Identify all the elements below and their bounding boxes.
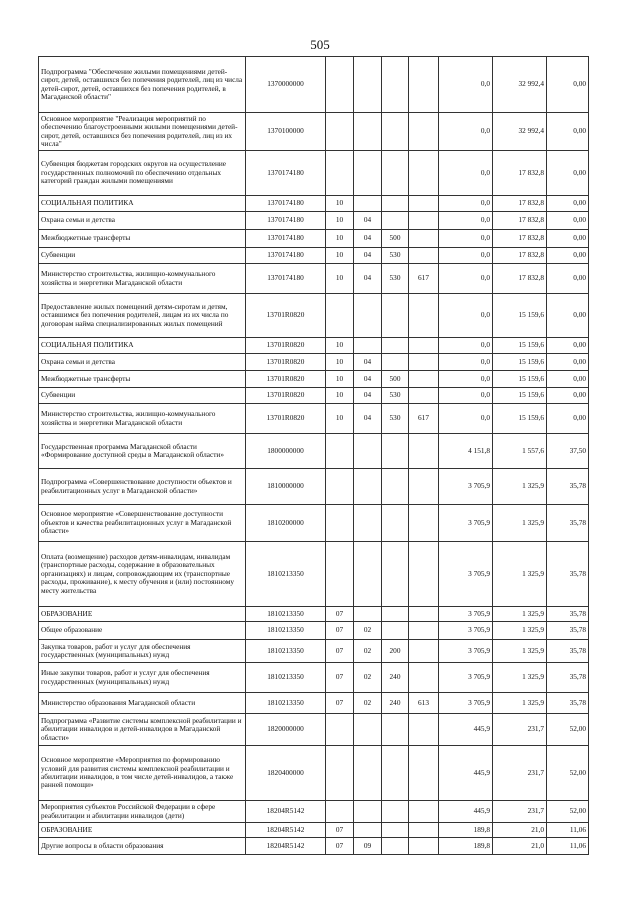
cell-sec [326, 57, 354, 113]
cell-sub [354, 338, 382, 354]
cell-b: 1 325,9 [493, 622, 547, 640]
cell-sub: 04 [354, 264, 382, 294]
cell-c: 52,00 [547, 746, 589, 801]
cell-sub [354, 607, 382, 622]
table-row [39, 354, 589, 371]
cell-c: 0,00 [547, 248, 589, 264]
cell-sec: 10 [326, 404, 354, 434]
table-row [39, 469, 589, 505]
cell-sub [354, 294, 382, 338]
cell-name: Закупка товаров, работ и услуг для обеспечения государственных (муниципальных) нужд [39, 640, 246, 663]
cell-type [382, 212, 409, 230]
cell-gr: 613 [409, 693, 439, 714]
cell-gr [409, 196, 439, 212]
cell-sec [326, 294, 354, 338]
cell-c: 0,00 [547, 151, 589, 196]
cell-c: 35,78 [547, 505, 589, 542]
cell-type: 530 [382, 404, 409, 434]
cell-c: 0,00 [547, 212, 589, 230]
cell-sub: 04 [354, 248, 382, 264]
cell-type: 500 [382, 230, 409, 248]
cell-code: 18204R5142 [246, 823, 326, 838]
cell-c: 0,00 [547, 388, 589, 404]
cell-name: Основное мероприятие «Совершенствование доступности объектов и качества реабилитационных услуг в Магаданской области» [39, 505, 246, 542]
cell-gr [409, 823, 439, 838]
cell-a: 0,0 [439, 294, 493, 338]
cell-c: 0,00 [547, 113, 589, 151]
cell-b: 1 325,9 [493, 640, 547, 663]
cell-sub [354, 434, 382, 469]
table-row [39, 230, 589, 248]
cell-type: 200 [382, 640, 409, 663]
cell-a: 0,0 [439, 404, 493, 434]
cell-a: 445,9 [439, 801, 493, 823]
cell-b: 231,7 [493, 746, 547, 801]
cell-name: Общее образование [39, 622, 246, 640]
cell-sec: 07 [326, 607, 354, 622]
cell-sec: 10 [326, 264, 354, 294]
cell-gr [409, 469, 439, 505]
cell-type [382, 801, 409, 823]
cell-sec: 07 [326, 663, 354, 693]
cell-a: 0,0 [439, 248, 493, 264]
cell-gr [409, 113, 439, 151]
cell-c: 35,78 [547, 693, 589, 714]
cell-code: 1820000000 [246, 714, 326, 746]
cell-name: Оплата (возмещение) расходов детям-инвалидам, инвалидам (транспортные расходы, содержание в образовательных организациях) и лицам, сопровождающим их (транспортные расходы, проживание), к месту обучения и (или) постоянному месту жительства [39, 542, 246, 607]
cell-gr [409, 505, 439, 542]
cell-sec: 07 [326, 823, 354, 838]
cell-sec [326, 434, 354, 469]
cell-sub: 04 [354, 230, 382, 248]
cell-sub [354, 542, 382, 607]
cell-type [382, 113, 409, 151]
cell-type: 240 [382, 693, 409, 714]
cell-name: СОЦИАЛЬНАЯ ПОЛИТИКА [39, 338, 246, 354]
cell-sec: 07 [326, 640, 354, 663]
cell-sub [354, 505, 382, 542]
cell-b: 32 992,4 [493, 113, 547, 151]
cell-c: 35,78 [547, 663, 589, 693]
cell-type [382, 823, 409, 838]
cell-gr [409, 434, 439, 469]
cell-c: 52,00 [547, 714, 589, 746]
cell-sec [326, 151, 354, 196]
cell-gr [409, 371, 439, 388]
table-row [39, 640, 589, 663]
cell-sub: 04 [354, 371, 382, 388]
cell-sub: 02 [354, 693, 382, 714]
cell-code: 1810000000 [246, 469, 326, 505]
cell-type [382, 338, 409, 354]
cell-name: Межбюджетные трансферты [39, 371, 246, 388]
cell-gr [409, 663, 439, 693]
cell-a: 0,0 [439, 338, 493, 354]
cell-sec: 10 [326, 338, 354, 354]
table-row [39, 542, 589, 607]
cell-b: 1 325,9 [493, 542, 547, 607]
cell-sec: 10 [326, 388, 354, 404]
table-row [39, 838, 589, 855]
cell-gr [409, 388, 439, 404]
cell-name: Субвенции [39, 248, 246, 264]
cell-sec: 07 [326, 693, 354, 714]
cell-gr [409, 248, 439, 264]
cell-code: 1820400000 [246, 746, 326, 801]
cell-c: 0,00 [547, 230, 589, 248]
cell-gr [409, 151, 439, 196]
cell-c: 0,00 [547, 294, 589, 338]
cell-c: 0,00 [547, 404, 589, 434]
cell-a: 0,0 [439, 151, 493, 196]
cell-a: 3 705,9 [439, 469, 493, 505]
cell-name: Государственная программа Магаданской области «Формирование доступной среды в Магаданской области» [39, 434, 246, 469]
cell-name: Субвенция бюджетам городских округов на осуществление государственных полномочий по обеспечению отдельных категорий граждан жилыми помещениями [39, 151, 246, 196]
cell-name: Основное мероприятие «Мероприятия по формированию условий для развития системы комплексной реабилитации и абилитации инвалидов, в том числе детей-инвалидов, а также ранней помощи» [39, 746, 246, 801]
table-row [39, 693, 589, 714]
cell-gr [409, 607, 439, 622]
cell-code: 1370174180 [246, 196, 326, 212]
cell-code: 13701R0820 [246, 338, 326, 354]
cell-c: 0,00 [547, 371, 589, 388]
cell-code: 1810200000 [246, 505, 326, 542]
cell-code: 1370174180 [246, 248, 326, 264]
cell-b: 1 325,9 [493, 607, 547, 622]
cell-name: Межбюджетные трансферты [39, 230, 246, 248]
cell-a: 0,0 [439, 212, 493, 230]
cell-a: 0,0 [439, 113, 493, 151]
table-row [39, 57, 589, 113]
cell-type: 530 [382, 248, 409, 264]
cell-a: 3 705,9 [439, 693, 493, 714]
cell-c: 0,00 [547, 196, 589, 212]
cell-sec [326, 113, 354, 151]
cell-b: 21,0 [493, 823, 547, 838]
cell-sub: 02 [354, 622, 382, 640]
cell-sec: 10 [326, 248, 354, 264]
cell-type [382, 607, 409, 622]
table-row [39, 264, 589, 294]
cell-a: 3 705,9 [439, 542, 493, 607]
cell-a: 445,9 [439, 714, 493, 746]
page-number: 505 [310, 37, 330, 52]
cell-sec [326, 746, 354, 801]
cell-type [382, 57, 409, 113]
cell-name: Предоставление жилых помещений детям-сиротам и детям, оставшимся без попечения родителей, лицам из их числа по договорам найма специализированных жилых помещений [39, 294, 246, 338]
cell-type [382, 469, 409, 505]
cell-type [382, 434, 409, 469]
cell-code: 1370100000 [246, 113, 326, 151]
cell-code: 1810213350 [246, 693, 326, 714]
cell-b: 17 832,8 [493, 248, 547, 264]
cell-gr [409, 714, 439, 746]
cell-name: Субвенции [39, 388, 246, 404]
cell-code: 13701R0820 [246, 354, 326, 371]
cell-sub [354, 714, 382, 746]
cell-a: 0,0 [439, 354, 493, 371]
cell-code: 1810213350 [246, 607, 326, 622]
cell-code: 1810213350 [246, 640, 326, 663]
cell-c: 52,00 [547, 801, 589, 823]
cell-name: Охрана семьи и детства [39, 212, 246, 230]
cell-name: Подпрограмма "Обеспечение жилыми помещениями детей-сирот, детей, оставшихся без попечения родителей, лиц из числа детей-сирот, детей, оставшихся без попечения родителей, в Магаданской области" [39, 57, 246, 113]
cell-b: 1 325,9 [493, 663, 547, 693]
cell-type: 530 [382, 388, 409, 404]
cell-a: 0,0 [439, 196, 493, 212]
cell-name: Другие вопросы в области образования [39, 838, 246, 855]
cell-b: 231,7 [493, 714, 547, 746]
cell-b: 1 325,9 [493, 693, 547, 714]
cell-type [382, 746, 409, 801]
cell-b: 17 832,8 [493, 212, 547, 230]
cell-name: Подпрограмма «Развитие системы комплексной реабилитации и абилитации инвалидов и детей-инвалидов в Магаданской области» [39, 714, 246, 746]
cell-b: 15 159,6 [493, 388, 547, 404]
cell-b: 17 832,8 [493, 230, 547, 248]
table-row [39, 212, 589, 230]
cell-gr [409, 354, 439, 371]
table-row [39, 434, 589, 469]
cell-type: 530 [382, 264, 409, 294]
cell-c: 0,00 [547, 354, 589, 371]
cell-sec: 07 [326, 838, 354, 855]
cell-sec: 10 [326, 230, 354, 248]
cell-b: 32 992,4 [493, 57, 547, 113]
cell-sec [326, 714, 354, 746]
cell-sub [354, 801, 382, 823]
cell-c: 0,00 [547, 338, 589, 354]
cell-a: 0,0 [439, 371, 493, 388]
cell-sub: 04 [354, 212, 382, 230]
cell-sub [354, 469, 382, 505]
cell-sub [354, 151, 382, 196]
cell-gr: 617 [409, 404, 439, 434]
cell-a: 0,0 [439, 264, 493, 294]
cell-sub [354, 746, 382, 801]
cell-sub [354, 823, 382, 838]
cell-code: 1370174180 [246, 151, 326, 196]
table-row [39, 801, 589, 823]
table-row [39, 714, 589, 746]
cell-code: 1810213350 [246, 542, 326, 607]
cell-c: 37,50 [547, 434, 589, 469]
cell-a: 3 705,9 [439, 663, 493, 693]
cell-type [382, 196, 409, 212]
cell-c: 0,00 [547, 264, 589, 294]
cell-name: ОБРАЗОВАНИЕ [39, 823, 246, 838]
cell-sub [354, 196, 382, 212]
cell-b: 1 325,9 [493, 505, 547, 542]
cell-sub: 02 [354, 663, 382, 693]
cell-c: 35,78 [547, 542, 589, 607]
cell-b: 17 832,8 [493, 264, 547, 294]
cell-name: ОБРАЗОВАНИЕ [39, 607, 246, 622]
cell-type [382, 622, 409, 640]
cell-name: Иные закупки товаров, работ и услуг для обеспечения государственных (муниципальных) нужд [39, 663, 246, 693]
cell-b: 15 159,6 [493, 404, 547, 434]
cell-sub [354, 113, 382, 151]
cell-code: 13701R0820 [246, 388, 326, 404]
table-row [39, 151, 589, 196]
cell-a: 3 705,9 [439, 640, 493, 663]
cell-name: Министерство строительства, жилищно-коммунального хозяйства и энергетики Магаданской области [39, 264, 246, 294]
cell-c: 35,78 [547, 607, 589, 622]
cell-c: 35,78 [547, 469, 589, 505]
cell-c: 11,06 [547, 823, 589, 838]
cell-b: 1 325,9 [493, 469, 547, 505]
cell-name: Мероприятия субъектов Российской Федерации в сфере реабилитации и абилитации инвалидов (дети) [39, 801, 246, 823]
cell-type [382, 151, 409, 196]
cell-gr [409, 212, 439, 230]
cell-b: 21,0 [493, 838, 547, 855]
cell-sec: 07 [326, 622, 354, 640]
cell-sec: 10 [326, 196, 354, 212]
cell-sub: 04 [354, 354, 382, 371]
cell-gr [409, 746, 439, 801]
budget-table [38, 56, 589, 855]
cell-a: 0,0 [439, 57, 493, 113]
cell-b: 15 159,6 [493, 371, 547, 388]
cell-name: Охрана семьи и детства [39, 354, 246, 371]
cell-code: 13701R0820 [246, 404, 326, 434]
cell-code: 13701R0820 [246, 371, 326, 388]
cell-code: 18204R5142 [246, 838, 326, 855]
cell-gr [409, 542, 439, 607]
cell-code: 13701R0820 [246, 294, 326, 338]
cell-b: 15 159,6 [493, 338, 547, 354]
cell-b: 15 159,6 [493, 294, 547, 338]
cell-code: 18204R5142 [246, 801, 326, 823]
cell-b: 1 557,6 [493, 434, 547, 469]
cell-a: 0,0 [439, 230, 493, 248]
cell-sec [326, 469, 354, 505]
cell-code: 1810213350 [246, 663, 326, 693]
cell-name: Основное мероприятие "Реализация мероприятий по обеспечению благоустроенными жилыми помещениями детей-сирот, детей, оставшихся без попечения родителей, лиц из их числа" [39, 113, 246, 151]
cell-sub: 09 [354, 838, 382, 855]
cell-sec: 10 [326, 212, 354, 230]
cell-name: Министерство строительства, жилищно-коммунального хозяйства и энергетики Магаданской области [39, 404, 246, 434]
table-row [39, 294, 589, 338]
table-row [39, 663, 589, 693]
cell-code: 1370000000 [246, 57, 326, 113]
cell-code: 1800000000 [246, 434, 326, 469]
cell-a: 4 151,8 [439, 434, 493, 469]
cell-c: 11,06 [547, 838, 589, 855]
cell-sec: 10 [326, 371, 354, 388]
table-row [39, 505, 589, 542]
cell-type [382, 542, 409, 607]
cell-gr: 617 [409, 264, 439, 294]
cell-sub: 02 [354, 640, 382, 663]
table-row [39, 248, 589, 264]
cell-c: 35,78 [547, 640, 589, 663]
table-row [39, 622, 589, 640]
cell-a: 3 705,9 [439, 622, 493, 640]
cell-sub [354, 57, 382, 113]
cell-a: 3 705,9 [439, 607, 493, 622]
cell-b: 15 159,6 [493, 354, 547, 371]
cell-gr [409, 801, 439, 823]
table-row [39, 607, 589, 622]
cell-type: 240 [382, 663, 409, 693]
cell-sub: 04 [354, 404, 382, 434]
cell-code: 1370174180 [246, 212, 326, 230]
cell-code: 1370174180 [246, 264, 326, 294]
cell-gr [409, 338, 439, 354]
cell-c: 35,78 [547, 622, 589, 640]
cell-name: СОЦИАЛЬНАЯ ПОЛИТИКА [39, 196, 246, 212]
cell-gr [409, 230, 439, 248]
table-row [39, 404, 589, 434]
table-row [39, 196, 589, 212]
cell-sec [326, 505, 354, 542]
cell-gr [409, 57, 439, 113]
cell-sec: 10 [326, 354, 354, 371]
cell-type [382, 505, 409, 542]
cell-b: 17 832,8 [493, 196, 547, 212]
table-row [39, 746, 589, 801]
cell-b: 17 832,8 [493, 151, 547, 196]
cell-gr [409, 294, 439, 338]
cell-gr [409, 640, 439, 663]
cell-a: 0,0 [439, 388, 493, 404]
cell-code: 1370174180 [246, 230, 326, 248]
cell-sec [326, 801, 354, 823]
table-row [39, 823, 589, 838]
cell-code: 1810213350 [246, 622, 326, 640]
cell-c: 0,00 [547, 57, 589, 113]
cell-b: 231,7 [493, 801, 547, 823]
table-row [39, 113, 589, 151]
cell-type: 500 [382, 371, 409, 388]
cell-sec [326, 542, 354, 607]
cell-name: Подпрограмма «Совершенствование доступности объектов и реабилитационных услуг в Магаданской области» [39, 469, 246, 505]
cell-gr [409, 838, 439, 855]
cell-sub: 04 [354, 388, 382, 404]
cell-type [382, 354, 409, 371]
cell-type [382, 294, 409, 338]
table-row [39, 371, 589, 388]
cell-type [382, 714, 409, 746]
table-row [39, 338, 589, 354]
cell-gr [409, 622, 439, 640]
table-row [39, 388, 589, 404]
cell-type [382, 838, 409, 855]
cell-a: 3 705,9 [439, 505, 493, 542]
cell-a: 189,8 [439, 823, 493, 838]
cell-name: Министерство образования Магаданской области [39, 693, 246, 714]
cell-a: 189,8 [439, 838, 493, 855]
cell-a: 445,9 [439, 746, 493, 801]
